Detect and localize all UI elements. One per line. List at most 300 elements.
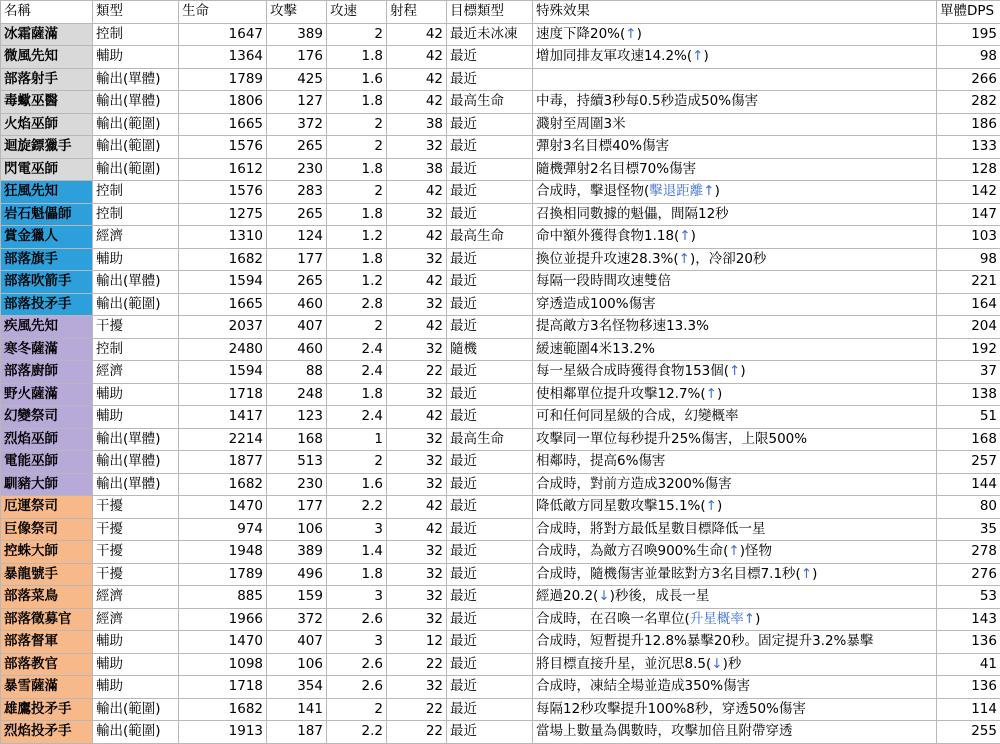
unit-range-cell: 12: [387, 631, 447, 654]
header-dps: 單體DPS: [937, 1, 1000, 24]
unit-attack-speed-cell: 1.6: [327, 68, 387, 91]
unit-attack-speed-cell: 2.2: [327, 496, 387, 519]
unit-hp-cell: 1948: [179, 541, 267, 564]
effect-text: )怪物: [740, 543, 772, 559]
unit-name-cell: 部落廚師: [1, 361, 93, 384]
unit-target-cell: 最近: [447, 563, 533, 586]
unit-name-cell: 厄運祭司: [1, 496, 93, 519]
unit-target-cell: 最近: [447, 316, 533, 339]
unit-dps-cell: 35: [937, 518, 1000, 541]
unit-attack-speed-cell: 1.2: [327, 226, 387, 249]
unit-target-cell: 最近未冰凍: [447, 23, 533, 46]
unit-effect-cell: [533, 46, 937, 69]
unit-type-cell: 干擾: [93, 316, 179, 339]
table-row: [1, 451, 1000, 474]
unit-dps-cell: 37: [937, 361, 1000, 384]
unit-attack-cell: 496: [267, 563, 327, 586]
effect-highlight: ↑: [801, 566, 812, 582]
effect-text: 中毒，持續3秒每0.5秒造成50%傷害: [536, 93, 758, 109]
effect-highlight: ↑: [729, 363, 740, 379]
effect-text: 每隔12秒攻擊提升100%8秒，穿透50%傷害: [536, 701, 806, 717]
unit-target-cell: 最近: [447, 361, 533, 384]
unit-dps-cell: 186: [937, 113, 1000, 136]
table-row: [1, 113, 1000, 136]
effect-highlight: ↑: [692, 48, 703, 64]
unit-dps-cell: 103: [937, 226, 1000, 249]
unit-target-cell: 最近: [447, 406, 533, 429]
unit-effect-cell: [533, 451, 937, 474]
unit-attack-cell: 407: [267, 316, 327, 339]
unit-type-cell: 經濟: [93, 361, 179, 384]
unit-range-cell: 42: [387, 68, 447, 91]
table-row: [1, 91, 1000, 114]
unit-dps-cell: 138: [937, 383, 1000, 406]
unit-hp-cell: 1417: [179, 406, 267, 429]
unit-attack-cell: 230: [267, 158, 327, 181]
unit-effect-cell: [533, 406, 937, 429]
unit-attack-speed-cell: 1.2: [327, 271, 387, 294]
effect-text: 濺射至周圍3米: [536, 116, 626, 132]
unit-attack-speed-cell: 1.8: [327, 203, 387, 226]
unit-hp-cell: 2037: [179, 316, 267, 339]
unit-type-cell: 輔助: [93, 46, 179, 69]
unit-effect-cell: [533, 721, 937, 744]
unit-effect-cell: [533, 676, 937, 699]
unit-target-cell: 最近: [447, 518, 533, 541]
unit-target-cell: 最近: [447, 541, 533, 564]
unit-target-cell: 最高生命: [447, 91, 533, 114]
unit-name-cell: 閃電巫師: [1, 158, 93, 181]
unit-range-cell: 32: [387, 293, 447, 316]
table-row: [1, 563, 1000, 586]
effect-text: 提高敵方3名怪物移速13.3%: [536, 318, 709, 334]
table-row: [1, 496, 1000, 519]
unit-dps-cell: 51: [937, 406, 1000, 429]
unit-attack-cell: 283: [267, 181, 327, 204]
unit-type-cell: 控制: [93, 338, 179, 361]
table-row: [1, 158, 1000, 181]
unit-attack-cell: 372: [267, 608, 327, 631]
effect-text: ): [755, 611, 760, 627]
unit-type-cell: 控制: [93, 181, 179, 204]
unit-range-cell: 42: [387, 271, 447, 294]
unit-target-cell: 最近: [447, 158, 533, 181]
unit-attack-speed-cell: 2: [327, 23, 387, 46]
unit-target-cell: 最近: [447, 473, 533, 496]
unit-name-cell: 烈焰投矛手: [1, 721, 93, 744]
unit-effect-cell: [533, 698, 937, 721]
unit-effect-cell: [533, 428, 937, 451]
effect-text: 合成時，短暫提升12.8%暴擊20秒。固定提升3.2%暴擊: [536, 633, 873, 649]
unit-attack-cell: 106: [267, 518, 327, 541]
unit-attack-cell: 141: [267, 698, 327, 721]
effect-text: 當場上數量為偶數時，攻擊加倍且附帶穿透: [536, 723, 793, 739]
unit-name-cell: 馴豬大師: [1, 473, 93, 496]
table-row: [1, 46, 1000, 69]
unit-dps-cell: 266: [937, 68, 1000, 91]
unit-type-cell: 輸出(單體): [93, 68, 179, 91]
unit-range-cell: 32: [387, 473, 447, 496]
unit-attack-cell: 124: [267, 226, 327, 249]
unit-range-cell: 32: [387, 586, 447, 609]
effect-text: )秒後，成長一星: [610, 588, 710, 604]
unit-effect-cell: [533, 383, 937, 406]
effect-text: 攻擊同一單位每秒提升25%傷害，上限500%: [536, 431, 807, 447]
effect-highlight: ↑: [679, 251, 690, 267]
unit-range-cell: 42: [387, 406, 447, 429]
unit-hp-cell: 1913: [179, 721, 267, 744]
table-row: [1, 631, 1000, 654]
unit-hp-cell: 1576: [179, 181, 267, 204]
unit-hp-cell: 1576: [179, 136, 267, 159]
unit-hp-cell: 1594: [179, 271, 267, 294]
unit-attack-speed-cell: 1.8: [327, 91, 387, 114]
unit-hp-cell: 885: [179, 586, 267, 609]
unit-attack-speed-cell: 2.6: [327, 653, 387, 676]
unit-effect-cell: [533, 563, 937, 586]
unit-hp-cell: 1275: [179, 203, 267, 226]
unit-name-cell: 雄鷹投矛手: [1, 698, 93, 721]
header-attack: 攻擊: [267, 1, 327, 24]
unit-effect-cell: [533, 518, 937, 541]
table-row: [1, 541, 1000, 564]
unit-hp-cell: 1594: [179, 361, 267, 384]
unit-name-cell: 部落徵募官: [1, 608, 93, 631]
unit-attack-cell: 265: [267, 203, 327, 226]
unit-type-cell: 輸出(單體): [93, 271, 179, 294]
unit-range-cell: 32: [387, 248, 447, 271]
unit-range-cell: 42: [387, 518, 447, 541]
unit-attack-cell: 127: [267, 91, 327, 114]
unit-type-cell: 干擾: [93, 518, 179, 541]
unit-attack-speed-cell: 1.8: [327, 248, 387, 271]
unit-dps-cell: 282: [937, 91, 1000, 114]
unit-hp-cell: 1682: [179, 698, 267, 721]
header-name: 名稱: [1, 1, 93, 24]
unit-dps-cell: 98: [937, 248, 1000, 271]
unit-attack-speed-cell: 1.8: [327, 383, 387, 406]
unit-range-cell: 32: [387, 451, 447, 474]
unit-type-cell: 輸出(單體): [93, 91, 179, 114]
unit-type-cell: 輸出(單體): [93, 451, 179, 474]
unit-effect-cell: [533, 226, 937, 249]
unit-target-cell: 最近: [447, 383, 533, 406]
effect-text: 隨機彈射2名目標70%傷害: [536, 161, 696, 177]
unit-range-cell: 22: [387, 361, 447, 384]
unit-attack-speed-cell: 3: [327, 518, 387, 541]
unit-target-cell: 最近: [447, 676, 533, 699]
unit-attack-cell: 354: [267, 676, 327, 699]
unit-dps-cell: 80: [937, 496, 1000, 519]
unit-dps-cell: 144: [937, 473, 1000, 496]
table-row: [1, 383, 1000, 406]
unit-effect-cell: [533, 158, 937, 181]
unit-hp-cell: 1612: [179, 158, 267, 181]
unit-target-cell: 最近: [447, 721, 533, 744]
unit-name-cell: 迴旋鏢獵手: [1, 136, 93, 159]
unit-attack-cell: 389: [267, 23, 327, 46]
unit-dps-cell: 147: [937, 203, 1000, 226]
unit-name-cell: 部落教官: [1, 653, 93, 676]
effect-text: 將目標直接升星，並沉思8.5(: [536, 656, 711, 672]
unit-name-cell: 寒冬薩滿: [1, 338, 93, 361]
unit-effect-cell: [533, 293, 937, 316]
effect-text: ): [691, 228, 696, 244]
header-row: [1, 1, 1000, 24]
unit-type-cell: 輔助: [93, 653, 179, 676]
unit-attack-speed-cell: 2.4: [327, 361, 387, 384]
unit-effect-cell: [533, 203, 937, 226]
unit-name-cell: 狂風先知: [1, 181, 93, 204]
unit-range-cell: 22: [387, 653, 447, 676]
unit-type-cell: 輸出(單體): [93, 473, 179, 496]
unit-target-cell: 最近: [447, 68, 533, 91]
unit-dps-cell: 164: [937, 293, 1000, 316]
header-special-effect: 特殊效果: [533, 1, 937, 24]
effect-highlight: ↑: [625, 26, 636, 42]
effect-text: ): [715, 183, 720, 199]
effect-text: 合成時，隨機傷害並暈眩對方3名目標7.1秒(: [536, 566, 801, 582]
table-row: [1, 698, 1000, 721]
unit-effect-cell: [533, 608, 937, 631]
unit-type-cell: 控制: [93, 23, 179, 46]
unit-type-cell: 輔助: [93, 676, 179, 699]
unit-hp-cell: 1364: [179, 46, 267, 69]
unit-attack-cell: 230: [267, 473, 327, 496]
unit-dps-cell: 142: [937, 181, 1000, 204]
unit-attack-speed-cell: 2: [327, 451, 387, 474]
unit-effect-cell: [533, 653, 937, 676]
unit-attack-speed-cell: 1.8: [327, 46, 387, 69]
unit-hp-cell: 1718: [179, 676, 267, 699]
unit-attack-speed-cell: 2: [327, 113, 387, 136]
unit-name-cell: 暴雪薩滿: [1, 676, 93, 699]
unit-attack-speed-cell: 1.4: [327, 541, 387, 564]
effect-highlight: ↑: [706, 498, 717, 514]
unit-dps-cell: 276: [937, 563, 1000, 586]
unit-effect-cell: [533, 136, 937, 159]
table-row: [1, 473, 1000, 496]
unit-effect-cell: [533, 361, 937, 384]
unit-attack-speed-cell: 3: [327, 586, 387, 609]
header-hp: 生命: [179, 1, 267, 24]
unit-range-cell: 42: [387, 316, 447, 339]
unit-range-cell: 38: [387, 113, 447, 136]
unit-target-cell: 最近: [447, 113, 533, 136]
effect-highlight: 擊退距離↑: [649, 183, 714, 199]
unit-attack-speed-cell: 2: [327, 136, 387, 159]
unit-dps-cell: 114: [937, 698, 1000, 721]
unit-target-cell: 最近: [447, 46, 533, 69]
unit-attack-speed-cell: 2: [327, 698, 387, 721]
table-row: [1, 518, 1000, 541]
unit-attack-cell: 513: [267, 451, 327, 474]
unit-hp-cell: 1470: [179, 496, 267, 519]
unit-dps-cell: 257: [937, 451, 1000, 474]
unit-dps-cell: 168: [937, 428, 1000, 451]
unit-attack-speed-cell: 2.4: [327, 338, 387, 361]
unit-type-cell: 輸出(單體): [93, 428, 179, 451]
unit-attack-cell: 168: [267, 428, 327, 451]
unit-dps-cell: 41: [937, 653, 1000, 676]
unit-type-cell: 干擾: [93, 496, 179, 519]
effect-text: ): [703, 48, 708, 64]
unit-type-cell: 經濟: [93, 226, 179, 249]
unit-target-cell: 最近: [447, 248, 533, 271]
unit-hp-cell: 974: [179, 518, 267, 541]
table-row: [1, 136, 1000, 159]
unit-attack-speed-cell: 2.6: [327, 608, 387, 631]
unit-effect-cell: [533, 181, 937, 204]
unit-name-cell: 部落吹箭手: [1, 271, 93, 294]
unit-attack-speed-cell: 1.8: [327, 158, 387, 181]
unit-range-cell: 32: [387, 563, 447, 586]
effect-text: ): [637, 26, 642, 42]
table-row: [1, 248, 1000, 271]
unit-effect-cell: [533, 316, 937, 339]
effect-text: 合成時，在召喚一名單位(: [536, 611, 690, 627]
unit-range-cell: 42: [387, 181, 447, 204]
unit-range-cell: 32: [387, 608, 447, 631]
unit-type-cell: 經濟: [93, 586, 179, 609]
unit-type-cell: 干擾: [93, 541, 179, 564]
unit-attack-speed-cell: 2.2: [327, 721, 387, 744]
table-row: [1, 181, 1000, 204]
unit-effect-cell: [533, 586, 937, 609]
effect-text: 使相鄰單位提升攻擊12.7%(: [536, 386, 706, 402]
effect-text: 彈射3名目標40%傷害: [536, 138, 669, 154]
unit-type-cell: 輸出(範圍): [93, 293, 179, 316]
unit-attack-cell: 177: [267, 248, 327, 271]
effect-highlight: ↑: [679, 228, 690, 244]
unit-attack-speed-cell: 2: [327, 181, 387, 204]
effect-text: 合成時，為敵方召喚900%生命(: [536, 543, 728, 559]
unit-hp-cell: 1647: [179, 23, 267, 46]
unit-target-cell: 最近: [447, 181, 533, 204]
unit-dps-cell: 98: [937, 46, 1000, 69]
unit-target-cell: 最近: [447, 451, 533, 474]
unit-attack-cell: 187: [267, 721, 327, 744]
unit-range-cell: 42: [387, 226, 447, 249]
unit-range-cell: 32: [387, 541, 447, 564]
unit-type-cell: 輸出(範圍): [93, 721, 179, 744]
unit-range-cell: 32: [387, 338, 447, 361]
effect-text: 經過20.2(: [536, 588, 598, 604]
unit-name-cell: 毒蠍巫醫: [1, 91, 93, 114]
unit-name-cell: 岩石魁儡師: [1, 203, 93, 226]
effect-highlight: ↑: [706, 386, 717, 402]
table-row: [1, 226, 1000, 249]
effect-text: 可和任何同星級的合成，幻變概率: [536, 408, 739, 424]
unit-target-cell: 最近: [447, 653, 533, 676]
effect-text: 相鄰時，提高6%傷害: [536, 453, 665, 469]
unit-type-cell: 輸出(範圍): [93, 113, 179, 136]
unit-name-cell: 巨像祭司: [1, 518, 93, 541]
unit-hp-cell: 1098: [179, 653, 267, 676]
unit-range-cell: 42: [387, 91, 447, 114]
table-row: [1, 361, 1000, 384]
unit-attack-cell: 177: [267, 496, 327, 519]
unit-range-cell: 22: [387, 698, 447, 721]
header-target-type: 目標類型: [447, 1, 533, 24]
effect-text: 合成時，將對方最低星數目標降低一星: [536, 521, 766, 537]
unit-attack-cell: 265: [267, 136, 327, 159]
unit-attack-cell: 460: [267, 293, 327, 316]
unit-effect-cell: [533, 473, 937, 496]
unit-name-cell: 疾風先知: [1, 316, 93, 339]
table-row: [1, 653, 1000, 676]
unit-name-cell: 部落督軍: [1, 631, 93, 654]
table-row: [1, 68, 1000, 91]
effect-text: 速度下降20%(: [536, 26, 625, 42]
unit-hp-cell: 1470: [179, 631, 267, 654]
unit-attack-cell: 389: [267, 541, 327, 564]
unit-hp-cell: 1789: [179, 68, 267, 91]
unit-type-cell: 輸出(範圍): [93, 136, 179, 159]
effect-text: ): [740, 363, 745, 379]
unit-name-cell: 冰霜薩滿: [1, 23, 93, 46]
unit-target-cell: 最近: [447, 271, 533, 294]
unit-target-cell: 最近: [447, 496, 533, 519]
effect-text: 緩速範圍4米13.2%: [536, 341, 655, 357]
unit-name-cell: 電能巫師: [1, 451, 93, 474]
effect-text: 命中額外獲得食物1.18(: [536, 228, 679, 244]
header-attack-speed: 攻速: [327, 1, 387, 24]
unit-type-cell: 輔助: [93, 631, 179, 654]
unit-attack-cell: 176: [267, 46, 327, 69]
unit-range-cell: 32: [387, 383, 447, 406]
unit-effect-cell: [533, 338, 937, 361]
unit-dps-cell: 128: [937, 158, 1000, 181]
unit-attack-speed-cell: 2.6: [327, 676, 387, 699]
effect-highlight: 升星概率↑: [690, 611, 755, 627]
unit-dps-cell: 133: [937, 136, 1000, 159]
unit-dps-cell: 195: [937, 23, 1000, 46]
unit-target-cell: 最高生命: [447, 428, 533, 451]
unit-attack-speed-cell: 1: [327, 428, 387, 451]
unit-dps-cell: 136: [937, 631, 1000, 654]
table-row: [1, 428, 1000, 451]
unit-hp-cell: 2480: [179, 338, 267, 361]
unit-name-cell: 部落射手: [1, 68, 93, 91]
unit-effect-cell: [533, 271, 937, 294]
effect-highlight: ↓: [711, 656, 722, 672]
unit-hp-cell: 2214: [179, 428, 267, 451]
unit-hp-cell: 1682: [179, 473, 267, 496]
unit-target-cell: 最高生命: [447, 226, 533, 249]
unit-attack-cell: 407: [267, 631, 327, 654]
effect-text: 換位並提升攻速28.3%(: [536, 251, 679, 267]
effect-text: 增加同排友軍攻速14.2%(: [536, 48, 692, 64]
unit-target-cell: 最近: [447, 698, 533, 721]
unit-dps-cell: 255: [937, 721, 1000, 744]
unit-attack-cell: 159: [267, 586, 327, 609]
table-row: [1, 293, 1000, 316]
unit-attack-cell: 460: [267, 338, 327, 361]
unit-effect-cell: [533, 541, 937, 564]
table-row: [1, 203, 1000, 226]
unit-name-cell: 烈焰巫師: [1, 428, 93, 451]
effect-highlight: ↓: [598, 588, 609, 604]
effect-text: ): [717, 386, 722, 402]
unit-attack-cell: 123: [267, 406, 327, 429]
effect-text: 降低敵方同星數攻擊15.1%(: [536, 498, 706, 514]
unit-attack-speed-cell: 2.4: [327, 406, 387, 429]
table-row: [1, 676, 1000, 699]
unit-name-cell: 暴龍號手: [1, 563, 93, 586]
unit-hp-cell: 1966: [179, 608, 267, 631]
unit-effect-cell: [533, 23, 937, 46]
